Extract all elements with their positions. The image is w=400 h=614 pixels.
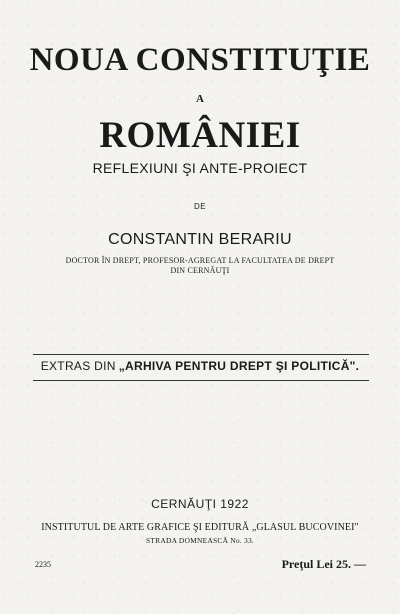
extract-source: „ARHIVA PENTRU DREPT ŞI POLITICĂ". [118, 359, 360, 373]
by-label: DE [193, 202, 207, 211]
divider-top [33, 354, 369, 355]
print-number: 2235 [35, 560, 51, 569]
author-affiliation-line-1: DOCTOR ÎN DREPT, PROFESOR-AGREGAT LA FACULTATEA DE DREPT [65, 256, 335, 265]
extract-prefix: EXTRAS DIN [40, 359, 116, 373]
subtitle: REFLEXIUNI ŞI ANTE-PROIECT [92, 160, 308, 176]
title-line-1: NOUA CONSTITUŢIE [29, 42, 371, 78]
author-name: CONSTANTIN BERARIU [108, 231, 292, 248]
extract-note [0, 360, 400, 372]
place-year: CERNĂUŢI 1922 [151, 497, 249, 511]
publisher: INSTITUTUL DE ARTE GRAFICE ŞI EDITURĂ „GLASUL BUCOVINEI" [41, 522, 359, 533]
price: Preţul Lei 25. — [281, 557, 366, 571]
author-affiliation-line-2: DIN CERNĂUŢI [170, 266, 230, 275]
title-connector: A [196, 93, 204, 105]
publisher-address: STRADA DOMNEASCĂ No. 33. [146, 536, 254, 545]
divider-bottom [33, 380, 369, 381]
title-line-2: ROMÂNIEI [99, 115, 301, 156]
